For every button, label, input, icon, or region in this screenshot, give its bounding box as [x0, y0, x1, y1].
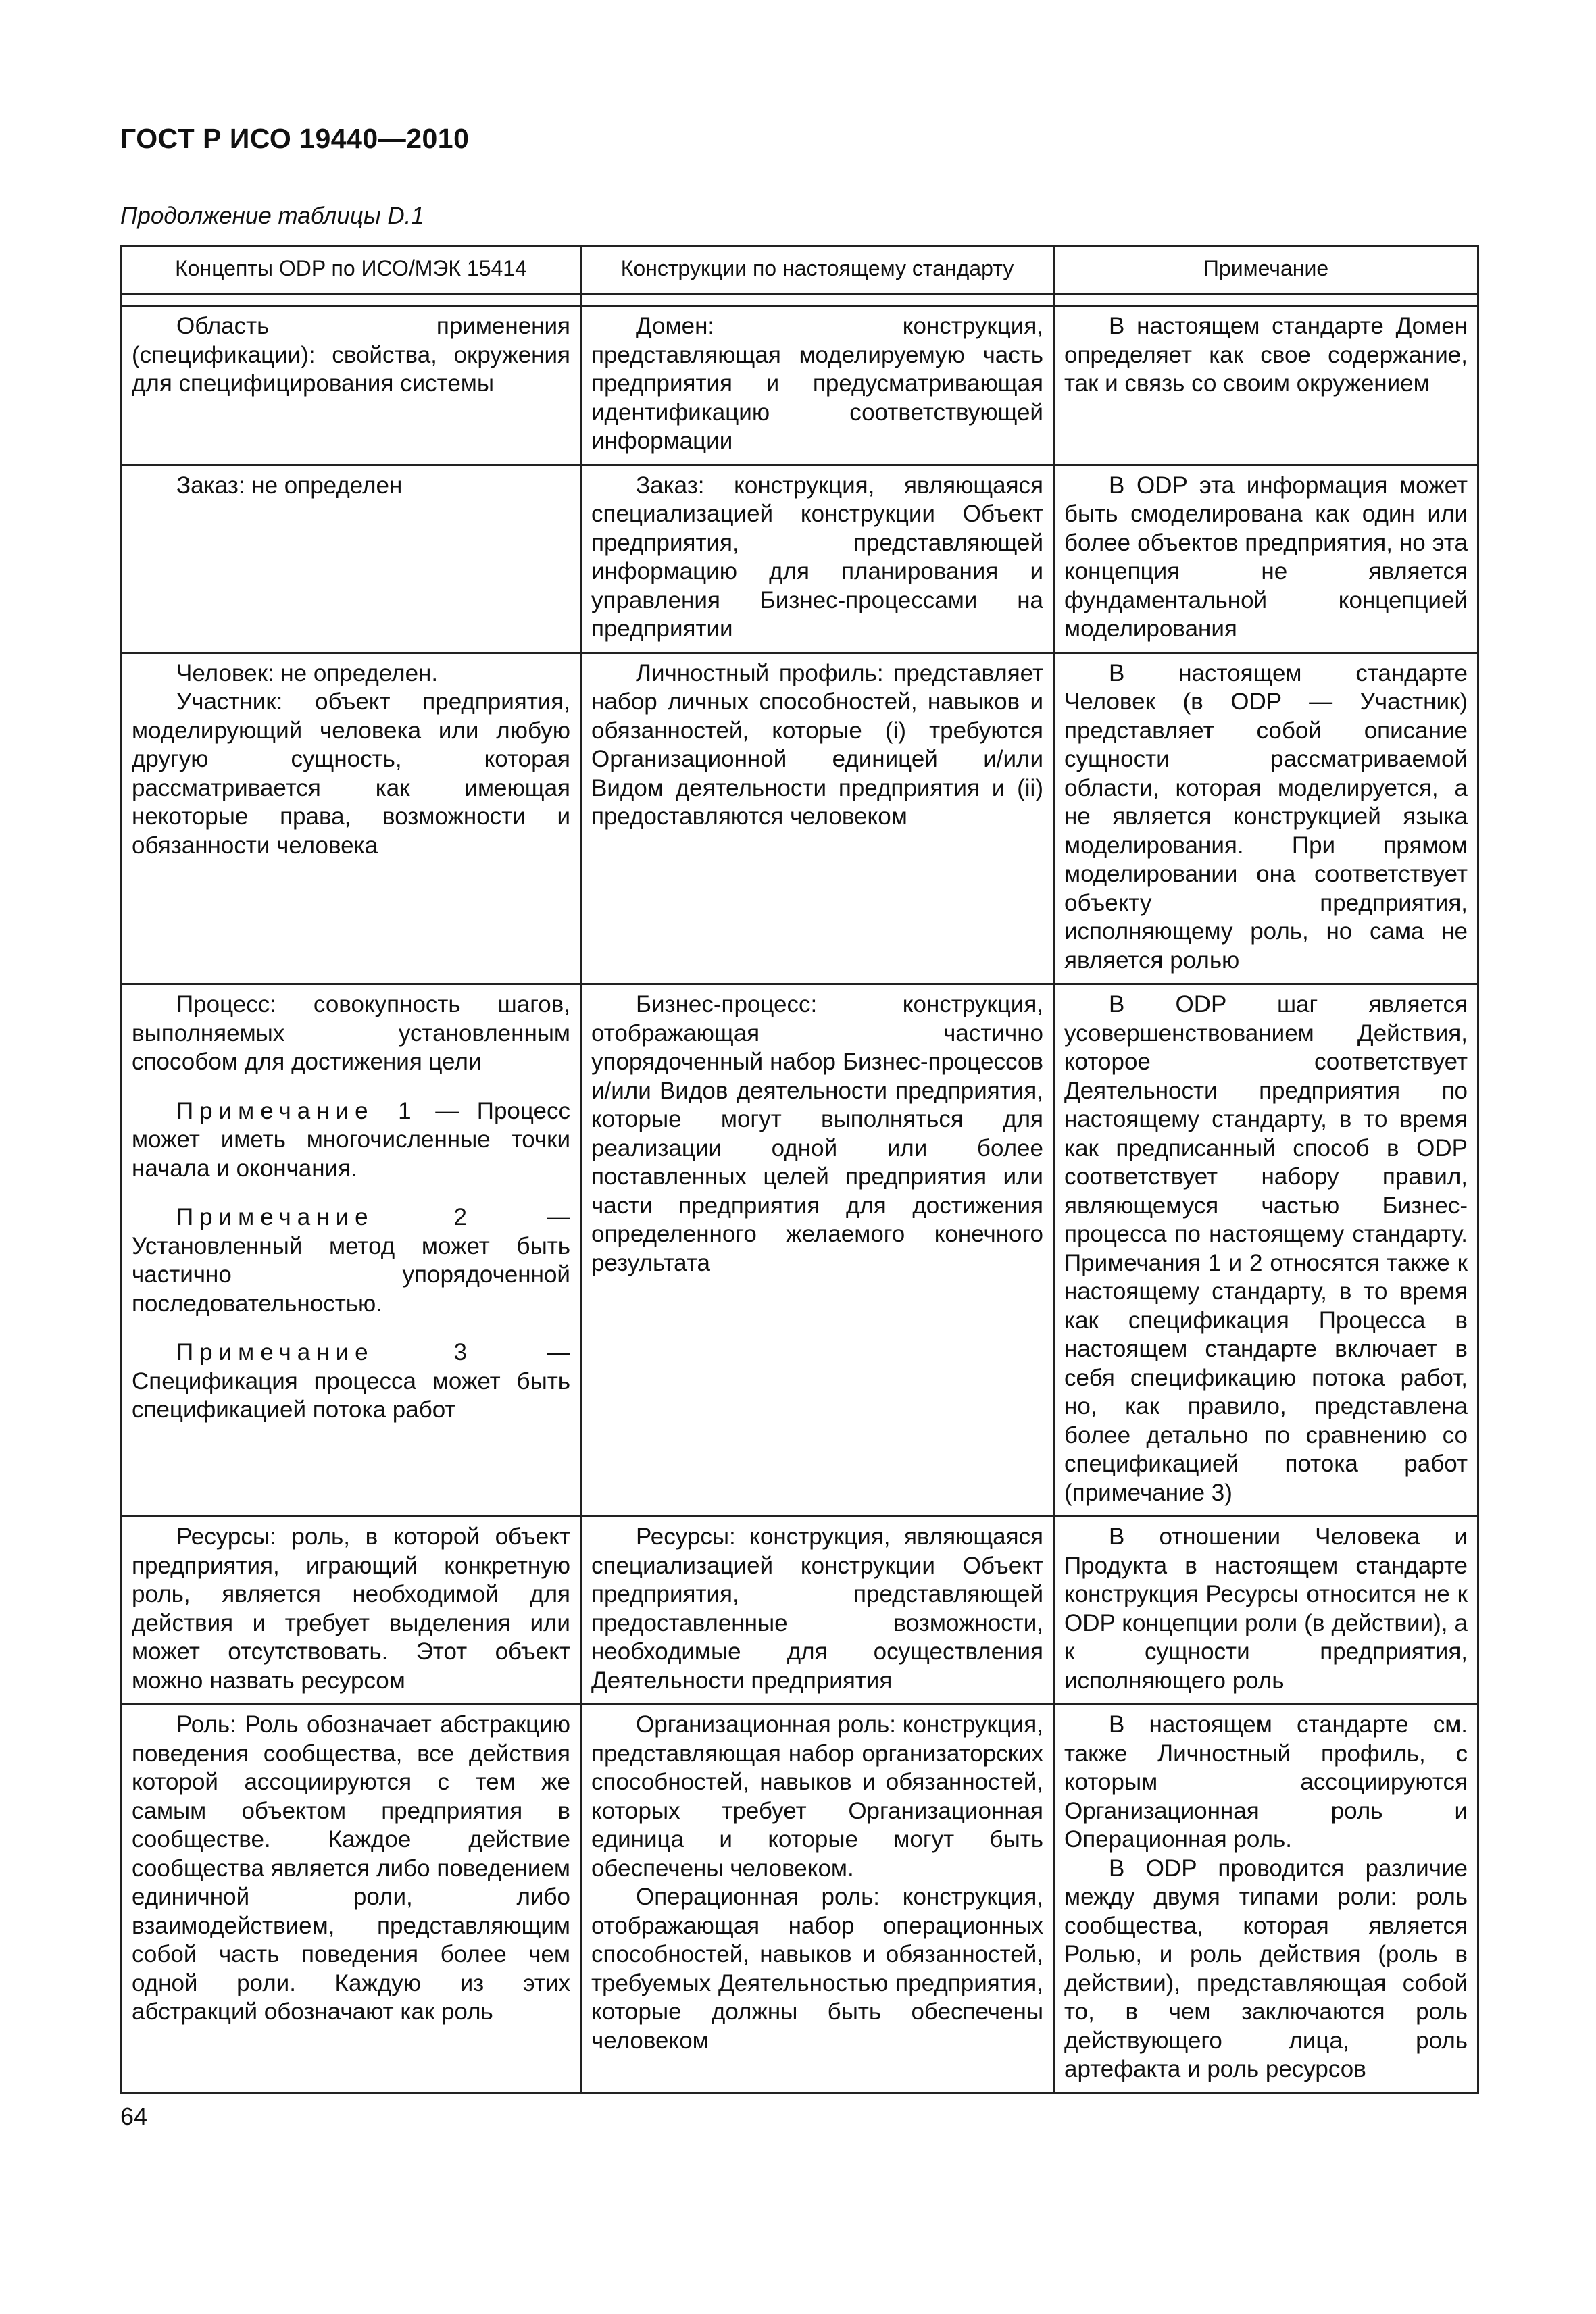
- construct-cell: [581, 1705, 1054, 2094]
- remark-cell: [1054, 465, 1478, 653]
- odp-concept-cell: [122, 984, 581, 1517]
- odp-concept-cell: [122, 306, 581, 466]
- odp-concept-cell: [122, 653, 581, 984]
- odp-concept-text: Человек: не определен.: [176, 659, 439, 686]
- construct-cell: [581, 653, 1054, 984]
- remark-cell: [1054, 306, 1478, 466]
- construct-text: Домен: конструкция, представляющая моделируемую часть предприятия и предусматривающая идентификацию соответствующей информации: [591, 313, 1043, 454]
- odp-note: [132, 1203, 570, 1318]
- construct-cell: [581, 1517, 1054, 1705]
- remark-text: В отношении Человека и Продукта в настоящем стандарте конструкция Ресурсы относится не к ODP концепции роли (в действии), а к сущности предприятия, исполняющего роль: [1064, 1524, 1468, 1694]
- comparison-table: [120, 245, 1479, 2094]
- note-text: — Установленный метод может быть частично упорядоченной последовательностью.: [132, 1204, 570, 1317]
- remark-text: В настоящем стандарте Домен определяет как свое содержание, так и связь со своим окружением: [1064, 313, 1468, 397]
- header-spacer-row: [122, 295, 1478, 306]
- column-header-construct: Конструкции по настоящему стандарту: [581, 247, 1054, 295]
- construct-text: Операционная роль: конструкция, отображающая набор операционных способностей, навыков и обязанностей, требуемых Деятельностью предприятия, которые должны быть обеспечены человеком: [591, 1884, 1043, 2054]
- odp-concept-text: Ресурсы: роль, в которой объект предприятия, играющий конкретную роль, является необходимой для действия и требует выделения или может отсутствовать. Этот объект можно назвать ресурсом: [132, 1524, 570, 1694]
- note-text: — Спецификация процесса может быть спецификацией потока работ: [132, 1339, 570, 1423]
- table-body: [122, 306, 1478, 2094]
- column-header-remark: Примечание: [1054, 247, 1478, 295]
- construct-text: Бизнес-процесс: конструкция, отображающая частично упорядоченный набор Бизнес-процессов и/или Видов деятельности предприятия, которые могут выполняться для реализации одной или более поставленных целей предприятия или части предприятия для достижения определенного желаемого конечного результата: [591, 991, 1043, 1276]
- note-label: Примечание 1: [176, 1097, 418, 1124]
- table-caption: Продолжение таблицы D.1: [120, 203, 424, 229]
- construct-text: Ресурсы: конструкция, являющаяся специализацией конструкции Объект предприятия, представляющей предоставленные возможности, необходимые для осуществления Деятельности предприятия: [591, 1524, 1043, 1694]
- odp-concept-text: Роль: Роль обозначает абстракцию поведения сообщества, все действия которой ассоциируются с тем же самым объектом предприятия в сообществе. Каждое действие сообщества является либо поведением единичной роли, либо взаимодействием, представляющим собой часть поведения более чем одной роли. Каждую из этих абстракций обозначают как роль: [132, 1711, 570, 2025]
- remark-text: В ODP эта информация может быть смоделирована как один или более объектов предприятия, но эта концепция не является фундаментальной концепцией моделирования: [1064, 472, 1468, 642]
- odp-concept-text: Процесс: совокупность шагов, выполняемых установленным способом для достижения цели: [132, 991, 570, 1075]
- table-row: [122, 1705, 1478, 2094]
- construct-text: Организационная роль: конструкция, представляющая набор организаторских способностей, навыков и обязанностей, которых требует Организационная единица и которые могут быть обеспечены человеком.: [591, 1711, 1043, 1882]
- table-row: [122, 306, 1478, 466]
- construct-text: Личностный профиль: представляет набор личных способностей, навыков и обязанностей, которые (i) требуются Организационной единицей и/или Видом деятельности предприятия и (ii) предоставляются человеком: [591, 659, 1043, 830]
- construct-cell: [581, 465, 1054, 653]
- remark-cell: [1054, 1517, 1478, 1705]
- note-label: Примечание 3: [176, 1339, 474, 1365]
- odp-concept-text: Область применения (спецификации): свойства, окружения для специфицирования системы: [132, 313, 570, 397]
- odp-note: [132, 1097, 570, 1184]
- odp-concept-cell: [122, 465, 581, 653]
- remark-cell: [1054, 984, 1478, 1517]
- remark-cell: [1054, 1705, 1478, 2094]
- note-text: — Процесс может иметь многочисленные точки начала и окончания.: [132, 1097, 571, 1182]
- construct-cell: [581, 306, 1054, 466]
- table-header-row: [122, 247, 1478, 295]
- construct-text: Заказ: конструкция, являющаяся специализацией конструкции Объект предприятия, представляющей информацию для планирования и управления Бизнес-процессами на предприятии: [591, 472, 1043, 642]
- odp-concept-cell: [122, 1705, 581, 2094]
- remark-text: В настоящем стандарте см. также Личностный профиль, с которым ассоциируются Организационная роль и Операционная роль.: [1064, 1711, 1468, 1853]
- odp-concept-text: Заказ: не определен: [176, 472, 403, 499]
- odp-concept-text: Участник: объект предприятия, моделирующий человека или любую другую сущность, которая рассматривается как имеющая некоторые права, возможности и обязанности человека: [132, 688, 570, 859]
- construct-cell: [581, 984, 1054, 1517]
- table-row: [122, 1517, 1478, 1705]
- remark-text: В ODP проводится различие между двумя типами роли: роль сообщества, которая является Ролью, и роль действия (роль в действии), представляющая собой то, в чем заключаются роль действующего лица, роль артефакта и роль ресурсов: [1064, 1855, 1468, 2082]
- column-header-odp: Концепты ODP по ИСО/МЭК 15414: [122, 247, 581, 295]
- remark-cell: [1054, 653, 1478, 984]
- odp-concept-cell: [122, 1517, 581, 1705]
- odp-note: [132, 1338, 570, 1425]
- remark-text: В настоящем стандарте Человек (в ODP — Участник) представляет собой описание сущности рассматриваемой области, которая моделируется, а не является конструкцией языка моделирования. При прямом моделировании она соответствует объекту предприятия, исполняющему роль, но сама не является ролью: [1064, 659, 1468, 974]
- document-header: ГОСТ Р ИСО 19440—2010: [120, 123, 470, 154]
- remark-text: В ODP шаг является усовершенствованием Действия, которое соответствует Деятельности предприятия по настоящему стандарту, в то время как предписанный способ в ODP соответствует набору правил, являющемуся частью Бизнес-процесса по настоящему стандарту. Примечания 1 и 2 относятся также к настоящему стандарту, в то время как спецификация Процесса в настоящем стандарте включает в себя спецификацию потока работ, но, как правило, представлена более детально по сравнению со спецификацией потока работ (примечание 3): [1064, 991, 1468, 1506]
- table-row: [122, 984, 1478, 1517]
- page-number: 64: [120, 2103, 148, 2130]
- note-label: Примечание 2: [176, 1204, 474, 1230]
- table-row: [122, 653, 1478, 984]
- table-row: [122, 465, 1478, 653]
